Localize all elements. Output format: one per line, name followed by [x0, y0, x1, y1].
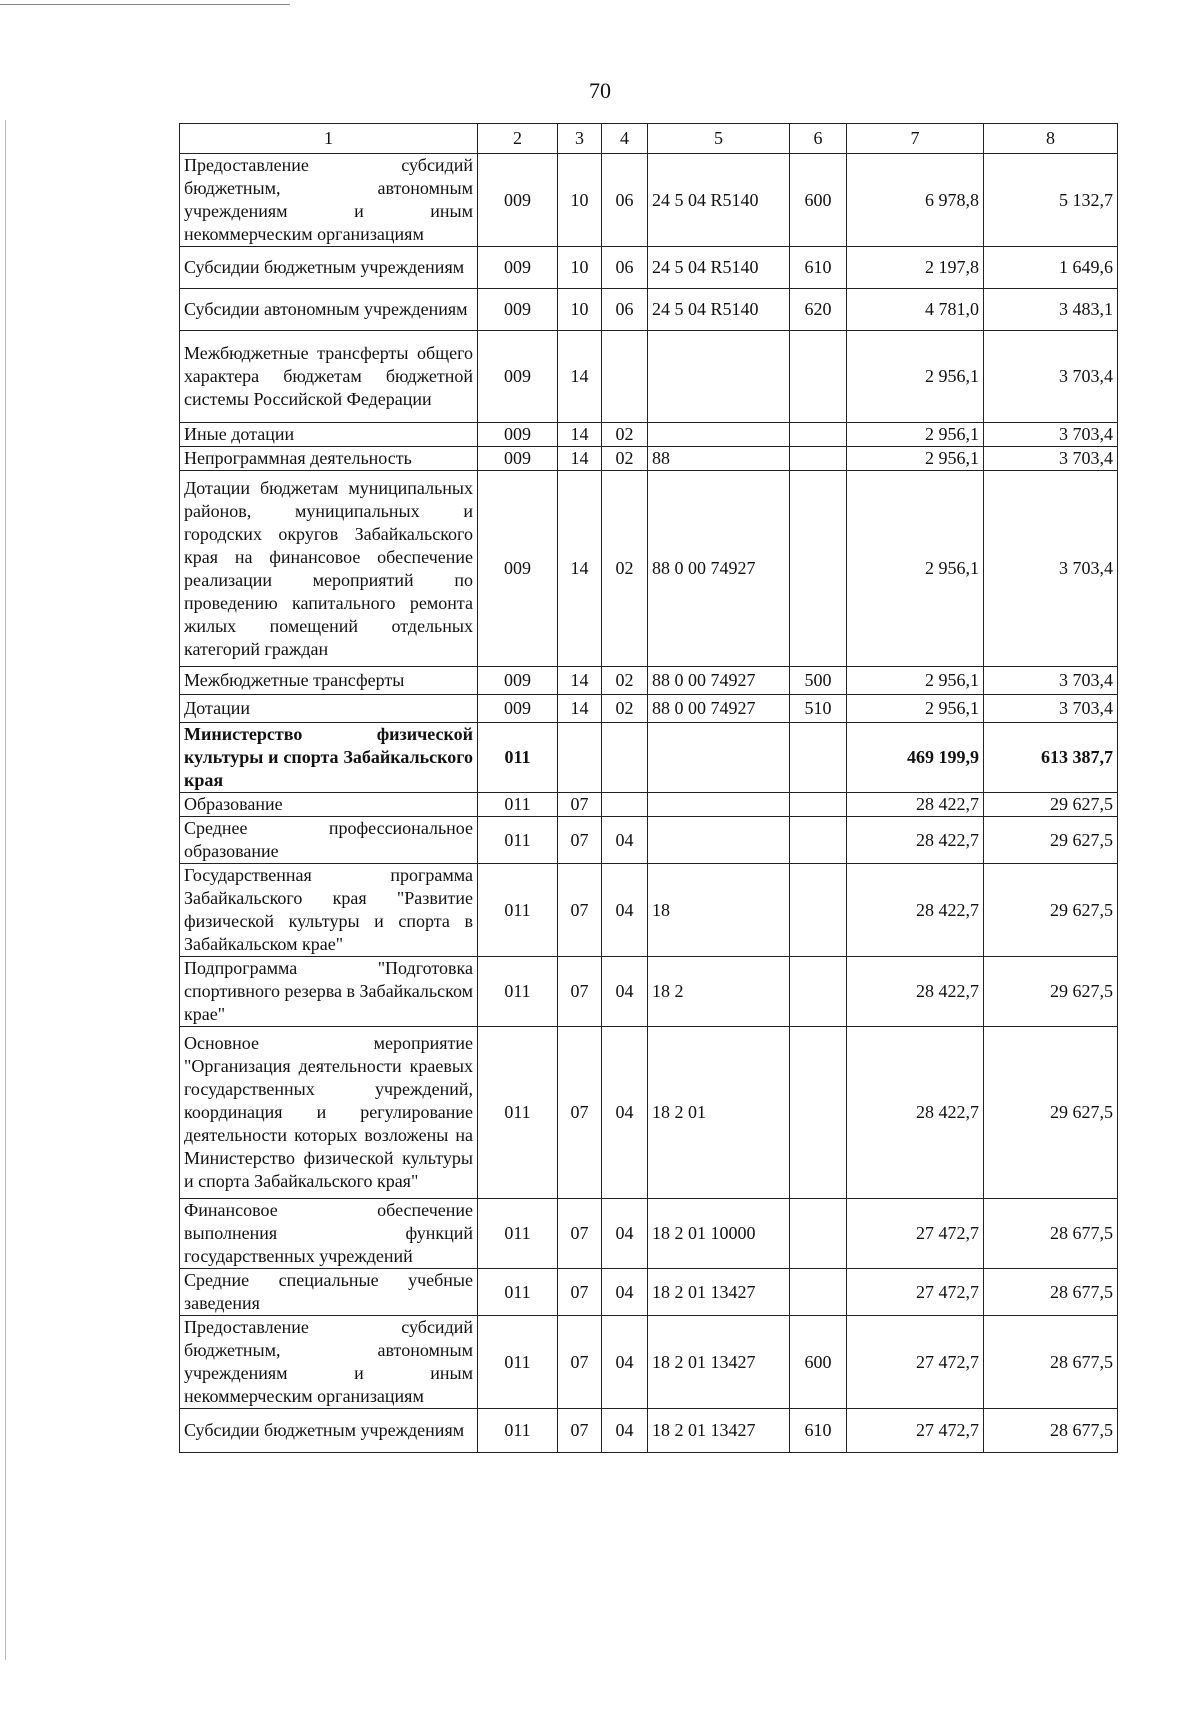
code-ministry: 009: [478, 471, 558, 667]
amount-year-1: 28 422,7: [847, 957, 984, 1027]
row-description: Непрограммная деятельность: [180, 447, 478, 471]
code-target-article: 18 2 01 13427: [648, 1269, 790, 1316]
code-target-article: 18 2: [648, 957, 790, 1027]
code-section: 10: [558, 247, 602, 289]
code-ministry: 009: [478, 423, 558, 447]
code-ministry: 011: [478, 723, 558, 793]
table-row: [180, 667, 1118, 695]
column-header: 3: [558, 124, 602, 154]
code-target-article: 24 5 04 R5140: [648, 247, 790, 289]
amount-year-1: 28 422,7: [847, 793, 984, 817]
code-ministry: 009: [478, 667, 558, 695]
code-ministry: 009: [478, 447, 558, 471]
code-expense-type: 600: [790, 1316, 847, 1409]
code-expense-type: 620: [790, 289, 847, 331]
amount-year-2: 29 627,5: [984, 864, 1118, 957]
row-description: Субсидии бюджетным учреждениям: [180, 247, 478, 289]
amount-year-2: 613 387,7: [984, 723, 1118, 793]
code-subsection: 04: [602, 1316, 648, 1409]
row-description: Дотации: [180, 695, 478, 723]
column-header: 7: [847, 124, 984, 154]
row-description: Государственная программа Забайкальского края "Развитие физической культуры и спорта в Забайкальском крае": [180, 864, 478, 957]
amount-year-1: 2 956,1: [847, 667, 984, 695]
code-expense-type: 610: [790, 247, 847, 289]
row-description: Министерство физической культуры и спорта Забайкальского края: [180, 723, 478, 793]
amount-year-2: 29 627,5: [984, 1027, 1118, 1199]
row-description: Подпрограмма "Подготовка спортивного резерва в Забайкальском крае": [180, 957, 478, 1027]
row-description: Среднее профессиональное образование: [180, 817, 478, 864]
table-row: [180, 1316, 1118, 1409]
code-section: 14: [558, 447, 602, 471]
code-ministry: 011: [478, 1027, 558, 1199]
code-section: 14: [558, 423, 602, 447]
code-ministry: 011: [478, 957, 558, 1027]
amount-year-2: 3 703,4: [984, 447, 1118, 471]
code-expense-type: [790, 331, 847, 423]
table-row: [180, 1199, 1118, 1269]
code-subsection: 02: [602, 695, 648, 723]
code-subsection: [602, 331, 648, 423]
amount-year-2: 3 703,4: [984, 331, 1118, 423]
code-section: 10: [558, 289, 602, 331]
table-row: [180, 723, 1118, 793]
code-subsection: 06: [602, 154, 648, 247]
code-section: 14: [558, 695, 602, 723]
amount-year-1: 27 472,7: [847, 1269, 984, 1316]
code-subsection: 04: [602, 1027, 648, 1199]
code-section: 07: [558, 1316, 602, 1409]
scan-edge-line: [5, 120, 6, 1660]
row-description: Финансовое обеспечение выполнения функций государственных учреждений: [180, 1199, 478, 1269]
amount-year-1: 2 956,1: [847, 471, 984, 667]
page-number: 70: [589, 78, 611, 103]
code-target-article: [648, 723, 790, 793]
code-expense-type: [790, 423, 847, 447]
code-subsection: 06: [602, 289, 648, 331]
amount-year-1: 2 956,1: [847, 447, 984, 471]
code-expense-type: 500: [790, 667, 847, 695]
code-ministry: 009: [478, 154, 558, 247]
code-ministry: 011: [478, 1409, 558, 1453]
code-expense-type: [790, 471, 847, 667]
table-row: [180, 695, 1118, 723]
table-row: [180, 289, 1118, 331]
code-subsection: 04: [602, 1269, 648, 1316]
amount-year-2: 5 132,7: [984, 154, 1118, 247]
table-row: [180, 817, 1118, 864]
code-section: 07: [558, 1269, 602, 1316]
code-subsection: 04: [602, 1409, 648, 1453]
code-section: 07: [558, 864, 602, 957]
code-ministry: 011: [478, 1199, 558, 1269]
code-section: 14: [558, 471, 602, 667]
code-expense-type: [790, 447, 847, 471]
code-section: 07: [558, 1199, 602, 1269]
row-description: Предоставление субсидий бюджетным, автономным учреждениям и иным некоммерческим организациям: [180, 154, 478, 247]
code-expense-type: [790, 793, 847, 817]
row-description: Предоставление субсидий бюджетным, автономным учреждениям и иным некоммерческим организациям: [180, 1316, 478, 1409]
table-row: [180, 1409, 1118, 1453]
code-section: 07: [558, 817, 602, 864]
column-header: 6: [790, 124, 847, 154]
table-row: [180, 154, 1118, 247]
amount-year-1: 6 978,8: [847, 154, 984, 247]
column-header: 8: [984, 124, 1118, 154]
amount-year-2: 29 627,5: [984, 793, 1118, 817]
code-target-article: 18: [648, 864, 790, 957]
code-expense-type: [790, 864, 847, 957]
table-row: [180, 1027, 1118, 1199]
amount-year-1: 4 781,0: [847, 289, 984, 331]
code-subsection: 04: [602, 817, 648, 864]
code-expense-type: [790, 817, 847, 864]
code-target-article: [648, 331, 790, 423]
amount-year-1: 2 956,1: [847, 423, 984, 447]
amount-year-2: 3 703,4: [984, 667, 1118, 695]
column-header: 4: [602, 124, 648, 154]
amount-year-1: 27 472,7: [847, 1199, 984, 1269]
code-target-article: 88: [648, 447, 790, 471]
code-subsection: [602, 723, 648, 793]
code-section: 07: [558, 1027, 602, 1199]
table-row: [180, 957, 1118, 1027]
code-subsection: 02: [602, 471, 648, 667]
code-subsection: 04: [602, 957, 648, 1027]
table-row: [180, 793, 1118, 817]
code-expense-type: [790, 1199, 847, 1269]
code-expense-type: [790, 723, 847, 793]
row-description: Субсидии бюджетным учреждениям: [180, 1409, 478, 1453]
amount-year-2: 28 677,5: [984, 1199, 1118, 1269]
code-target-article: 88 0 00 74927: [648, 695, 790, 723]
amount-year-2: 28 677,5: [984, 1316, 1118, 1409]
code-expense-type: [790, 957, 847, 1027]
column-header: 2: [478, 124, 558, 154]
code-target-article: [648, 793, 790, 817]
amount-year-2: 3 703,4: [984, 471, 1118, 667]
code-target-article: 18 2 01 10000: [648, 1199, 790, 1269]
table-row: [180, 331, 1118, 423]
code-target-article: 18 2 01: [648, 1027, 790, 1199]
code-target-article: [648, 423, 790, 447]
table-row: [180, 471, 1118, 667]
code-ministry: 011: [478, 817, 558, 864]
amount-year-1: 28 422,7: [847, 864, 984, 957]
code-section: 07: [558, 957, 602, 1027]
budget-table: [179, 123, 1118, 1453]
code-ministry: 011: [478, 1269, 558, 1316]
amount-year-1: 28 422,7: [847, 817, 984, 864]
code-target-article: 18 2 01 13427: [648, 1409, 790, 1453]
row-description: Межбюджетные трансферты: [180, 667, 478, 695]
amount-year-1: 2 956,1: [847, 331, 984, 423]
row-description: Субсидии автономным учреждениям: [180, 289, 478, 331]
code-target-article: 24 5 04 R5140: [648, 154, 790, 247]
code-ministry: 009: [478, 289, 558, 331]
code-subsection: 02: [602, 667, 648, 695]
table-row: [180, 423, 1118, 447]
table-row: [180, 247, 1118, 289]
code-section: 14: [558, 667, 602, 695]
code-target-article: 88 0 00 74927: [648, 667, 790, 695]
row-description: Дотации бюджетам муниципальных районов, муниципальных и городских округов Забайкальского края на финансовое обеспечение реализации мероприятий по проведению капитального ремонта жилых помещений отдельных категорий граждан: [180, 471, 478, 667]
code-target-article: [648, 817, 790, 864]
code-subsection: 02: [602, 423, 648, 447]
code-ministry: 009: [478, 247, 558, 289]
table-row: [180, 1269, 1118, 1316]
code-ministry: 011: [478, 864, 558, 957]
row-description: Иные дотации: [180, 423, 478, 447]
code-expense-type: [790, 1027, 847, 1199]
amount-year-1: 27 472,7: [847, 1316, 984, 1409]
code-expense-type: [790, 1269, 847, 1316]
code-section: 10: [558, 154, 602, 247]
scan-edge-line: [0, 4, 290, 5]
table-row: [180, 447, 1118, 471]
amount-year-1: 2 956,1: [847, 695, 984, 723]
row-description: Образование: [180, 793, 478, 817]
code-subsection: 06: [602, 247, 648, 289]
code-target-article: 18 2 01 13427: [648, 1316, 790, 1409]
row-description: Средние специальные учебные заведения: [180, 1269, 478, 1316]
code-ministry: 009: [478, 331, 558, 423]
code-subsection: 04: [602, 1199, 648, 1269]
code-expense-type: 510: [790, 695, 847, 723]
code-section: 07: [558, 793, 602, 817]
amount-year-2: 29 627,5: [984, 957, 1118, 1027]
amount-year-1: 2 197,8: [847, 247, 984, 289]
code-target-article: 88 0 00 74927: [648, 471, 790, 667]
row-description: Основное мероприятие "Организация деятельности краевых государственных учреждений, координация и регулирование деятельности которых возложены на Министерство физической культуры и спорта Забайкальского края": [180, 1027, 478, 1199]
code-expense-type: 610: [790, 1409, 847, 1453]
amount-year-1: 27 472,7: [847, 1409, 984, 1453]
amount-year-2: 29 627,5: [984, 817, 1118, 864]
amount-year-2: 28 677,5: [984, 1409, 1118, 1453]
code-section: 14: [558, 331, 602, 423]
amount-year-1: 28 422,7: [847, 1027, 984, 1199]
column-header: 1: [180, 124, 478, 154]
code-subsection: 02: [602, 447, 648, 471]
code-target-article: 24 5 04 R5140: [648, 289, 790, 331]
code-subsection: [602, 793, 648, 817]
code-subsection: 04: [602, 864, 648, 957]
code-ministry: 009: [478, 695, 558, 723]
column-number-row: [180, 124, 1118, 154]
code-section: [558, 723, 602, 793]
amount-year-2: 3 703,4: [984, 695, 1118, 723]
column-header: 5: [648, 124, 790, 154]
code-expense-type: 600: [790, 154, 847, 247]
row-description: Межбюджетные трансферты общего характера бюджетам бюджетной системы Российской Федерации: [180, 331, 478, 423]
table-row: [180, 864, 1118, 957]
code-section: 07: [558, 1409, 602, 1453]
amount-year-2: 1 649,6: [984, 247, 1118, 289]
amount-year-2: 28 677,5: [984, 1269, 1118, 1316]
code-ministry: 011: [478, 1316, 558, 1409]
amount-year-2: 3 483,1: [984, 289, 1118, 331]
code-ministry: 011: [478, 793, 558, 817]
amount-year-1: 469 199,9: [847, 723, 984, 793]
amount-year-2: 3 703,4: [984, 423, 1118, 447]
